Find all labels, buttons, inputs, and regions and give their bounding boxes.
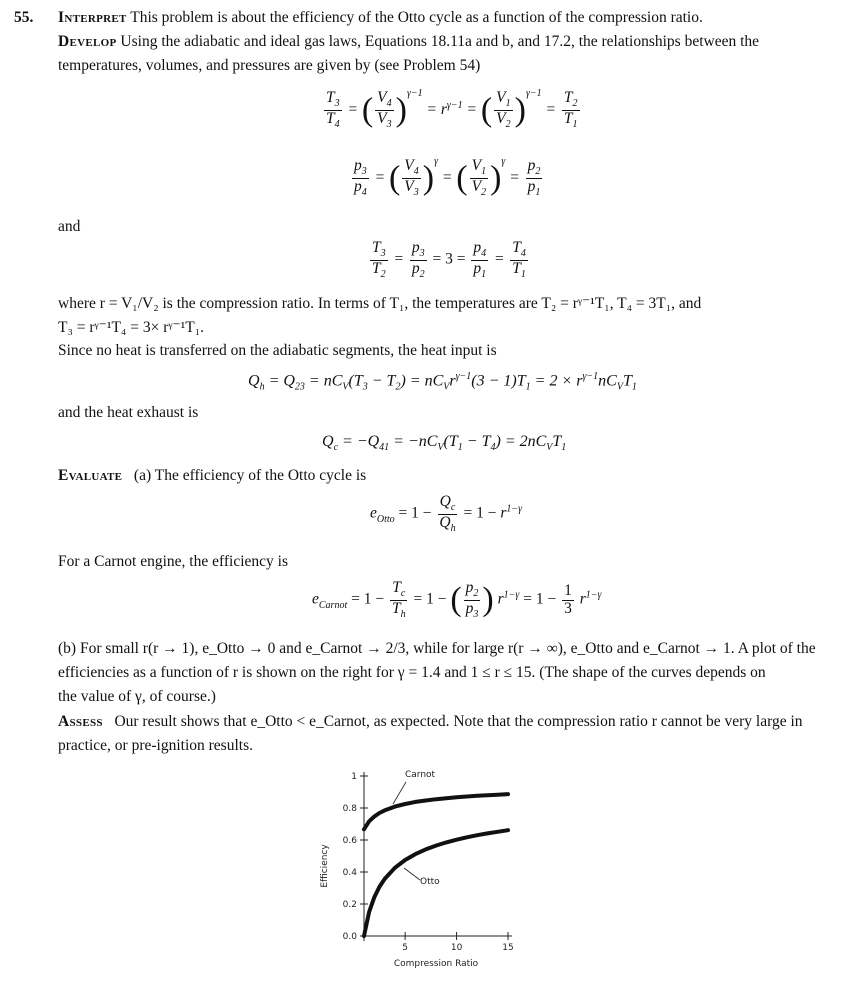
carnot-annotation: Carnot bbox=[405, 770, 436, 780]
x-axis-label: Compression Ratio bbox=[393, 959, 479, 969]
y-axis-label: Efficiency bbox=[320, 844, 330, 888]
assess-text-1: Our result shows that e_Otto < e_Carnot, as expected. Note that the compression ratio r cannot be very large in bbox=[114, 713, 803, 730]
develop-text-1: Using the adiabatic and ideal gas laws, Equations 18.11a and b, and 17.2, the relationships between the bbox=[120, 33, 760, 50]
equation-otto-efficiency: $e_{Otto} = 1$ − $\frac{Q_c}{Q_h}$ = $1 - r^{1-\gamma}$ bbox=[370, 493, 523, 534]
carnot-text: For a Carnot engine, the efficiency is bbox=[58, 553, 288, 570]
heat-exhaust-text: and the heat exhaust is bbox=[58, 404, 199, 421]
evaluate-line bbox=[58, 467, 366, 485]
assess-text-2: practice, or pre-ignition results. bbox=[58, 737, 253, 754]
part-b-1: (b) For small r(r → 1), e_Otto → 0 and e_Carnot → 2/3, while for large r(r → ∞), e_Otto and e_Carnot → 1. A plot of the bbox=[58, 640, 816, 657]
equation-pressure-ratios: $\frac{p_3}{p_4}$ = ( $\frac{V_4}{V_3}$ )$^\gamma$ = ( $\frac{V_1}{V_2}$ )$^\gamma$ = $\frac{p_2}{p_1}$ bbox=[354, 156, 541, 199]
equation-heat-exhaust: $Q_c = -Q_{41} = -nC_V(T_1 - T_4) = 2nC_VT_1$ bbox=[322, 433, 567, 454]
equation-carnot-efficiency: $e_{Carnot} = 1$ − $\frac{T_c}{T_h}$ = 1 − ( $\frac{p_2}{p_3}$ ) $r^{1-\gamma} = 1$ − $\frac{1}{3}$ $r^{1-\gamma}$ bbox=[312, 579, 602, 620]
problem-number: 55. bbox=[14, 9, 34, 26]
y-tick-label: 0.6 bbox=[342, 836, 357, 846]
part-b-2: efficiencies as a function of r is shown on the right for γ = 1.4 and 1 ≤ r ≤ 15. (The shape of the curves depends on bbox=[58, 664, 766, 681]
x-tick-label: 5 bbox=[402, 943, 409, 953]
y-tick-label: 0.2 bbox=[342, 900, 357, 910]
develop-text-2: temperatures, volumes, and pressures are given by (see Problem 54) bbox=[58, 57, 481, 74]
interpret-label: Interpret bbox=[58, 9, 127, 26]
assess-line bbox=[58, 713, 803, 731]
carnot-curve bbox=[364, 794, 508, 829]
equation-heat-input: $Q_h = Q_{23} = nC_V(T_3 - T_2) = nC_Vr^{\gamma-1}(3 - 1)T_1 = 2 \times r^{\gamma-1}nC_VT_1$ bbox=[248, 371, 637, 393]
interpret-text: This problem is about the efficiency of the Otto cycle as a function of the compression ratio. bbox=[130, 9, 703, 26]
equation-ratio-three: $\frac{T_3}{T_2}$ = $\frac{p_3}{p_2}$ = 3 = $\frac{p_4}{p_1}$ = $\frac{T_4}{T_1}$ bbox=[372, 239, 526, 280]
equation-temperature-ratios: $\frac{T_3}{T_4}$ = ( $\frac{V_4}{V_3}$ )$^{\gamma-1} = r^{\gamma-1}$ = ( $\frac{V_1}{V_2}$ )$^{\gamma-1}$ = $\frac{T_2}{T_1}$ bbox=[326, 88, 578, 131]
develop-line bbox=[58, 33, 759, 51]
efficiency-chart bbox=[300, 760, 530, 980]
otto-annotation: Otto bbox=[420, 877, 440, 887]
evaluate-label: Evaluate bbox=[58, 467, 123, 484]
evaluate-text: (a) The efficiency of the Otto cycle is bbox=[133, 467, 367, 484]
y-tick-label: 0.0 bbox=[342, 932, 357, 942]
y-tick-label: 0.4 bbox=[342, 868, 357, 878]
x-tick-label: 10 bbox=[450, 943, 463, 953]
where-text-2: T₃ = rᵞ⁻¹T₄ = 3× rᵞ⁻¹T₁. bbox=[58, 319, 205, 336]
otto-annotation-arrow bbox=[404, 868, 420, 880]
y-tick-label: 1 bbox=[351, 772, 357, 782]
heat-input-text: Since no heat is transferred on the adiabatic segments, the heat input is bbox=[58, 342, 497, 359]
chart-series bbox=[364, 794, 508, 936]
develop-label: Develop bbox=[58, 33, 117, 50]
where-text-1: where r = V₁/V₂ is the compression ratio. In terms of T₁, the temperatures are T₂ = rᵞ⁻¹T₁, T₄ = 3T₁, and bbox=[58, 295, 702, 312]
x-tick-label: 15 bbox=[502, 943, 514, 953]
part-b-3: the value of γ, of course.) bbox=[58, 688, 216, 705]
and-word-1: and bbox=[58, 218, 81, 235]
interpret-line bbox=[58, 9, 703, 27]
carnot-annotation-arrow bbox=[393, 782, 406, 804]
assess-label: Assess bbox=[58, 713, 103, 730]
y-tick-label: 0.8 bbox=[342, 804, 357, 814]
